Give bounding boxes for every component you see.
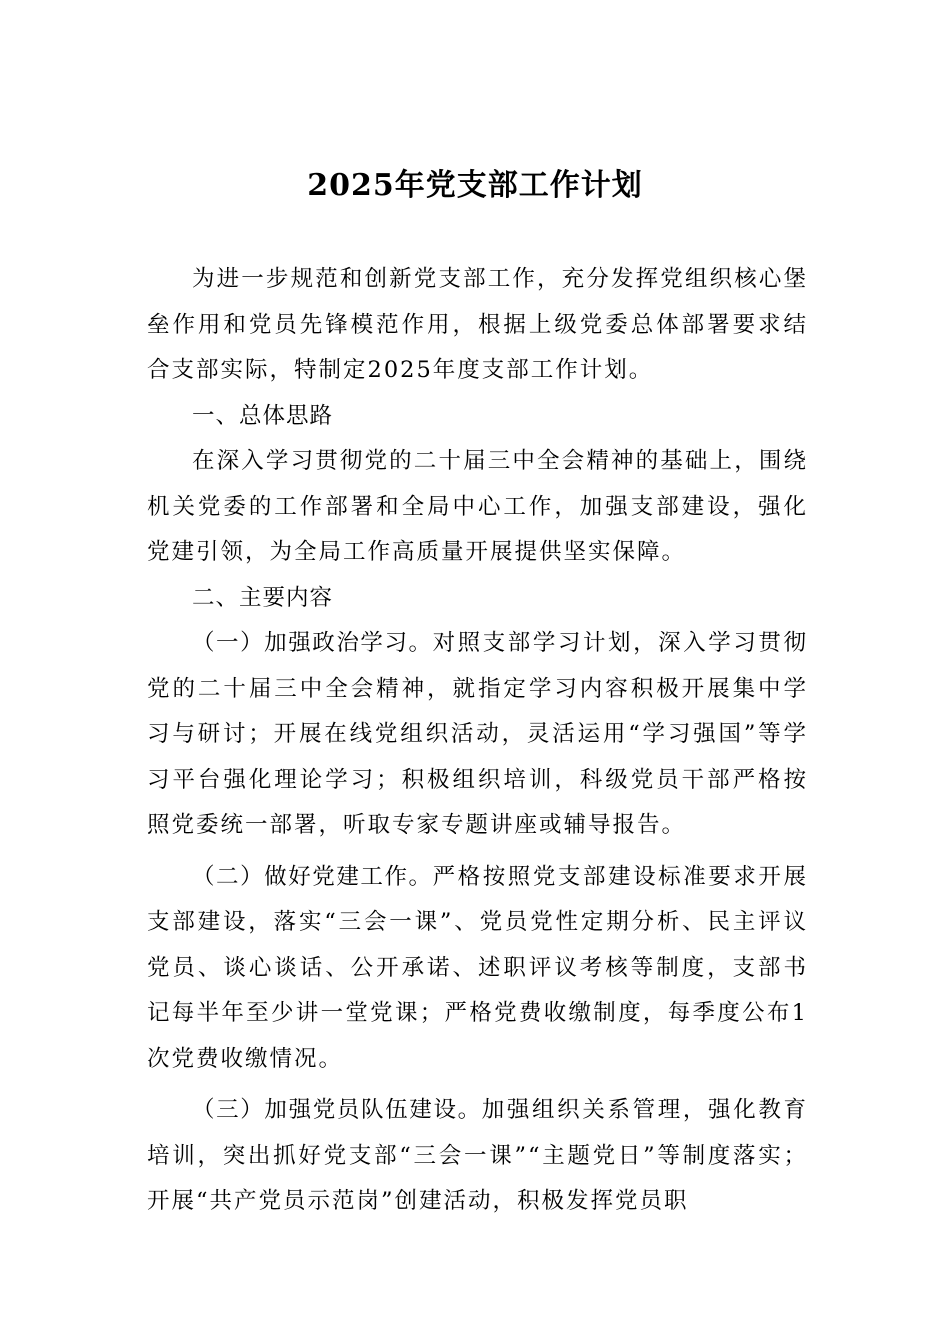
section-heading-overall-approach: 一、总体思路 — [192, 402, 334, 429]
document-body — [147, 257, 808, 1225]
item-member-team-text: 加强组织关系管理，强化教育培训，突出抓好党支部“三会一课”“主题党日”等制度落实；开展“共产党员示范岗”创建活动，积极发挥党员职 — [147, 1097, 808, 1214]
section-heading-main-content: 二、主要内容 — [192, 584, 334, 611]
document-title: 2025年党支部工作计划 — [307, 168, 643, 203]
overall-approach-paragraph: 在深入学习贯彻党的二十届三中全会精神的基础上，围绕机关党委的工作部署和全局中心工作，加强支部建设，强化党建引领，为全局工作高质量开展提供坚实保障。 — [147, 448, 808, 565]
item-political-study — [147, 621, 808, 849]
item-party-building-text: 严格按照党支部建设标准要求开展支部建设，落实“三会一课”、党员党性定期分析、民主评议党员、谈心谈话、公开承诺、述职评议考核等制度，支部书记每半年至少讲一堂党课；严格党费收缴制度，每季度公布1次党费收缴情况。 — [147, 863, 808, 1072]
item-political-study-text: 对照支部学习计划，深入学习贯彻党的二十届三中全会精神，就指定学习内容积极开展集中学习与研讨；开展在线党组织活动，灵活运用“学习强国”等学习平台强化理论学习；积极组织培训，科级党员干部严格按照党委统一部署，听取专家专题讲座或辅导报告。 — [147, 630, 808, 838]
intro-paragraph: 为进一步规范和创新党支部工作，充分发挥党组织核心堡垒作用和党员先锋模范作用，根据上级党委总体部署要求结合支部实际，特制定2025年度支部工作计划。 — [147, 266, 808, 383]
item-political-study-lead: （一）加强政治学习。 — [192, 630, 433, 656]
item-member-team-lead: （三）加强党员队伍建设。 — [192, 1097, 482, 1123]
item-member-team — [147, 1088, 808, 1225]
item-party-building — [147, 855, 808, 1083]
item-party-building-lead: （二）做好党建工作。 — [192, 863, 433, 890]
